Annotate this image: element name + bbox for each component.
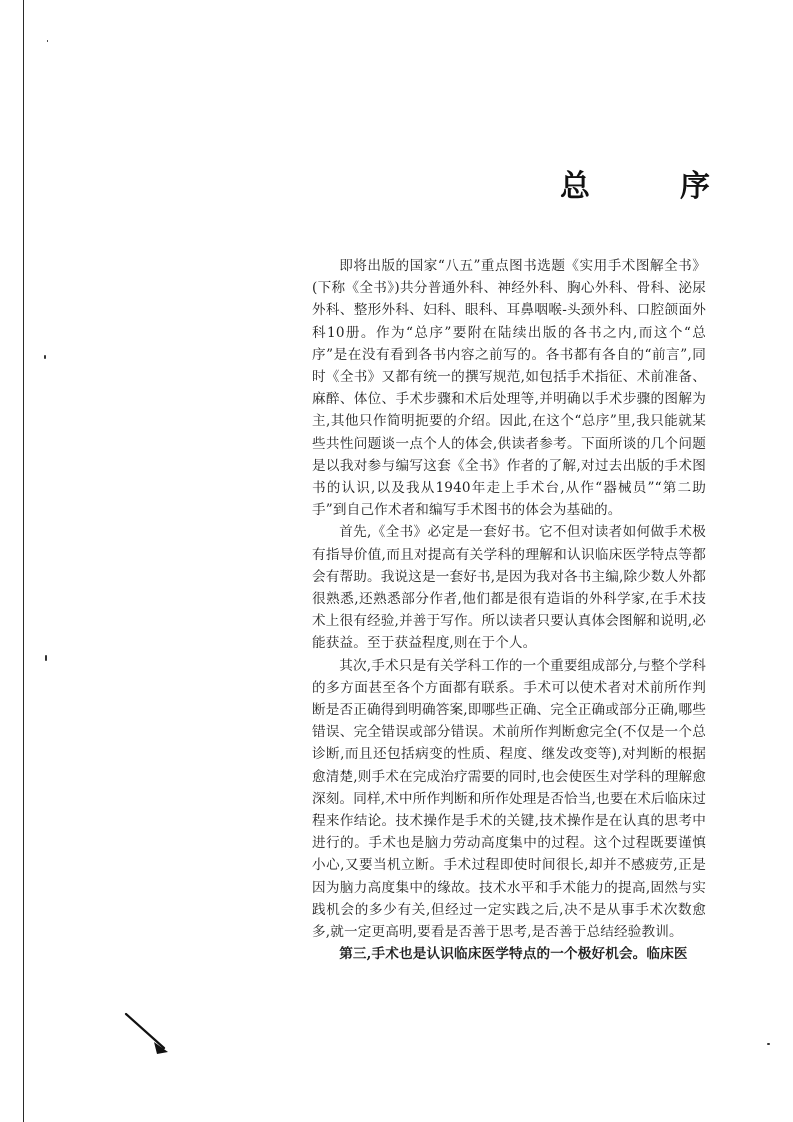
paragraph-2: 首先,《全书》必定是一套好书。它不但对读者如何做手术极有指导价值,而且对提高有关学科的理解和认识临床医学特点等都会有帮助。我说这是一套好书,是因为我对各书主编,除少数人外都很熟悉,还熟悉部分作者,他们都是很有造诣的外科学家,在手术技术上很有经验,并善于写作。所以读者只要认真体会图解和说明,必能获益。至于获益程度,则在于个人。 — [312, 524, 706, 652]
scan-mark-icon — [124, 1012, 174, 1057]
scan-speck — [45, 655, 47, 661]
paragraph-4: 第三,手术也是认识临床医学特点的一个极好机会。临床医 — [339, 946, 688, 963]
scan-speck — [47, 40, 48, 42]
title-char-1: 总 — [560, 169, 590, 204]
title-char-2: 序 — [680, 169, 710, 204]
scan-speck — [767, 1043, 770, 1045]
scan-speck — [44, 355, 46, 359]
body-text — [312, 255, 706, 966]
page-title — [560, 158, 710, 208]
paragraph-3: 其次,手术只是有关学科工作的一个重要组成部分,与整个学科的多方面甚至各个方面都有联系。手术可以使术者对术前所作判断是否正确得到明确答案,即哪些正确、完全正确或部分正确,哪些错误、完全错误或部分错误。术前所作判断愈完全(不仅是一个总诊断,而且还包括病变的性质、程度、继发改变等),对判断的根据愈清楚,则手术在完成治疗需要的同时,也会使医生对学科的理解愈深刻。同样,术中所作判断和所作处理是否恰当,也要在术后临床过程来作结论。技术操作是手术的关键,技术操作是在认真的思考中进行的。手术也是脑力劳动高度集中的过程。这个过程既要谨慎小心,又要当机立断。手术过程即使时间很长,却并不感疲劳,正是因为脑力高度集中的缘故。技术水平和手术能力的提高,固然与实践机会的多少有关,但经过一定实践之后,决不是从事手术次数愈多,就一定更高明,要看是否善于思考,是否善于总结经验教训。 — [312, 657, 706, 941]
paragraph-1: 即将出版的国家“八五”重点图书选题《实用手术图解全书》(下称《全书》)共分普通外科、神经外科、胸心外科、骨科、泌尿外科、整形外科、妇科、眼科、耳鼻咽喉-头颈外科、口腔颌面外科10册。作为“总序”要附在陆续出版的各书之内,而这个“总序”是在没有看到各书内容之前写的。各书都有各自的“前言”,同时《全书》又都有统一的撰写规范,如包括手术指征、术前准备、麻醉、体位、手术步骤和术后处理等,并明确以手术步骤的图解为主,其他只作简明扼要的介绍。因此,在这个“总序”里,我只能就某些共性问题谈一点个人的体会,供读者参考。下面所谈的几个问题是以我对参与编写这套《全书》作者的了解,对过去出版的手术图书的认识,以及我从1940年走上手术台,从作“器械员”“第二助手”到自己作术者和编写手术图书的体会为基础的。 — [312, 258, 706, 519]
page-margin-line — [23, 0, 24, 1122]
